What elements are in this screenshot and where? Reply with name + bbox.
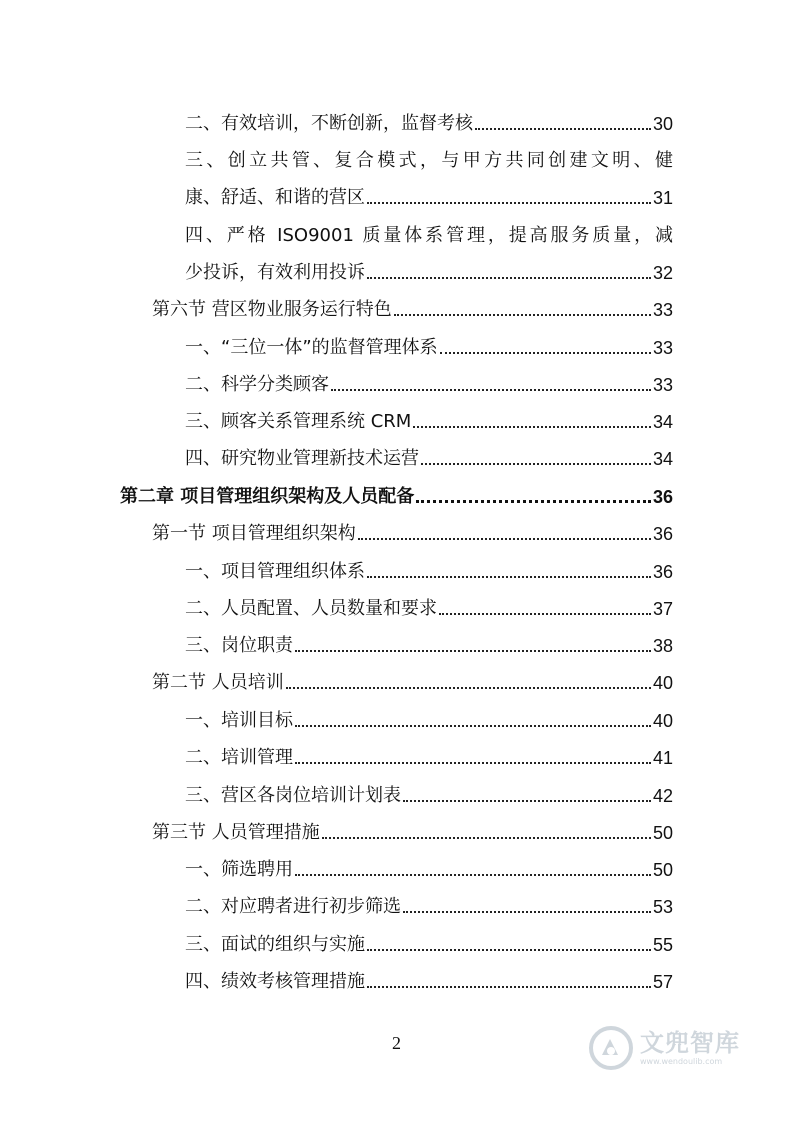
toc-entry-title: 二、培训管理 <box>185 747 293 768</box>
toc-entry-page: 36 <box>652 487 673 507</box>
toc-entry[interactable] <box>185 108 673 136</box>
toc-entry-title: 一、项目管理组织体系 <box>185 561 365 582</box>
toc-leader-dots <box>367 949 651 951</box>
toc-entry[interactable] <box>185 332 673 360</box>
toc-entry-continuation[interactable] <box>185 257 673 285</box>
toc-entry-page: 33 <box>652 300 673 320</box>
toc-entry-page: 33 <box>652 338 673 358</box>
toc-entry[interactable] <box>185 854 673 882</box>
toc-entry-title: 一、培训目标 <box>185 710 293 731</box>
toc-entry-title: 四、严格 ISO9001 质量体系管理，提高服务质量，减 <box>185 225 673 246</box>
toc-entry-title: 第二章 项目管理组织架构及人员配备 <box>120 486 415 507</box>
toc-entry-title: 少投诉，有效利用投诉 <box>185 262 365 283</box>
toc-entry-page: 36 <box>652 524 673 544</box>
toc-entry-page: 53 <box>652 897 673 917</box>
toc-entry-page: 40 <box>652 711 673 731</box>
page-number: 2 <box>392 1033 401 1053</box>
toc-leader-dots <box>367 986 651 988</box>
toc-entry-title: 二、对应聘者进行初步筛选 <box>185 896 401 917</box>
toc-entry[interactable] <box>185 556 673 584</box>
toc-entry-page: 32 <box>652 263 673 283</box>
toc-entry-title: 四、研究物业管理新技术运营 <box>185 448 419 469</box>
toc-leader-dots <box>367 576 651 578</box>
toc-entry-page: 42 <box>652 786 673 806</box>
toc-entry-page: 40 <box>652 673 673 693</box>
toc-entry-page: 34 <box>652 449 673 469</box>
toc-leader-dots <box>367 277 651 279</box>
toc-entry-title: 第六节 营区物业服务运行特色 <box>152 299 392 320</box>
toc-section-entry[interactable] <box>152 667 673 695</box>
toc-section-entry[interactable] <box>152 294 673 322</box>
toc-leader-dots <box>358 538 651 540</box>
toc-entry-title: 三、岗位职责 <box>185 635 293 656</box>
toc-entry-page: 30 <box>652 114 673 134</box>
toc-leader-dots <box>421 463 651 465</box>
watermark-url: www.wendoulib.com <box>640 1057 723 1066</box>
toc-entry[interactable] <box>185 369 673 397</box>
toc-entry[interactable] <box>185 742 673 770</box>
toc-entry[interactable] <box>185 891 673 919</box>
toc-entry-title: 第三节 人员管理措施 <box>152 822 320 843</box>
toc-entry-page: 33 <box>652 375 673 395</box>
toc-leader-dots <box>322 837 651 839</box>
watermark-logo-icon <box>588 1025 634 1071</box>
toc-entry-title: 二、人员配置、人员数量和要求 <box>185 598 437 619</box>
toc-entry-title: 一、筛选聘用 <box>185 859 293 880</box>
toc-entry[interactable] <box>185 966 673 994</box>
toc-entry-page: 36 <box>652 562 673 582</box>
toc-leader-dots <box>331 389 651 391</box>
toc-entry-title: 第一节 项目管理组织架构 <box>152 523 356 544</box>
watermark <box>588 1020 758 1076</box>
toc-entry[interactable] <box>185 929 673 957</box>
toc-leader-dots <box>286 687 651 689</box>
toc-leader-dots <box>403 800 651 802</box>
toc-entry-title: 三、顾客关系管理系统 CRM <box>185 411 412 432</box>
toc-leader-dots <box>367 202 651 204</box>
toc-entry[interactable] <box>185 406 673 434</box>
toc-leader-dots <box>413 426 651 428</box>
toc-entry-page: 57 <box>652 972 673 992</box>
toc-entry-page: 41 <box>652 748 673 768</box>
toc-leader-dots <box>295 650 651 652</box>
toc-entry-page: 50 <box>652 860 673 880</box>
toc-entry-title: 三、创立共管、复合模式，与甲方共同创建文明、健 <box>185 150 673 171</box>
toc-entry-title: 三、面试的组织与实施 <box>185 934 365 955</box>
toc-entry[interactable] <box>185 593 673 621</box>
toc-leader-dots <box>475 128 651 130</box>
toc-chapter-entry[interactable] <box>120 481 673 509</box>
toc-leader-dots <box>440 352 651 354</box>
toc-leader-dots <box>295 725 651 727</box>
toc-entry-title: 第二节 人员培训 <box>152 672 284 693</box>
toc-entry[interactable] <box>185 220 673 248</box>
toc-entry-title: 四、绩效考核管理措施 <box>185 971 365 992</box>
toc-entry-page: 38 <box>652 636 673 656</box>
toc-entry-page: 55 <box>652 935 673 955</box>
toc-leader-dots <box>439 613 651 615</box>
toc-entry[interactable] <box>185 145 673 173</box>
toc-entry[interactable] <box>185 443 673 471</box>
toc-entry-page: 50 <box>652 823 673 843</box>
toc-leader-dots <box>394 314 651 316</box>
toc-entry-continuation[interactable] <box>185 182 673 210</box>
toc-leader-dots <box>416 500 651 503</box>
toc-entry-page: 34 <box>652 412 673 432</box>
toc-section-entry[interactable] <box>152 817 673 845</box>
toc-entry[interactable] <box>185 630 673 658</box>
toc-entry-title: 二、科学分类顾客 <box>185 374 329 395</box>
toc-entry[interactable] <box>185 780 673 808</box>
toc-leader-dots <box>403 911 651 913</box>
toc-section-entry[interactable] <box>152 518 673 546</box>
toc-entry-title: 康、舒适、和谐的营区 <box>185 187 365 208</box>
toc-entry-page: 37 <box>652 599 673 619</box>
toc-entry[interactable] <box>185 705 673 733</box>
toc-leader-dots <box>295 874 651 876</box>
toc-entry-title: 二、有效培训，不断创新，监督考核 <box>185 113 473 134</box>
watermark-text: 文兜智库 <box>640 1029 740 1057</box>
toc-entry-title: 一、“三位一体”的监督管理体系 <box>185 337 438 358</box>
toc-entry-title: 三、营区各岗位培训计划表 <box>185 785 401 806</box>
toc-entry-page: 31 <box>652 188 673 208</box>
toc-leader-dots <box>295 762 651 764</box>
